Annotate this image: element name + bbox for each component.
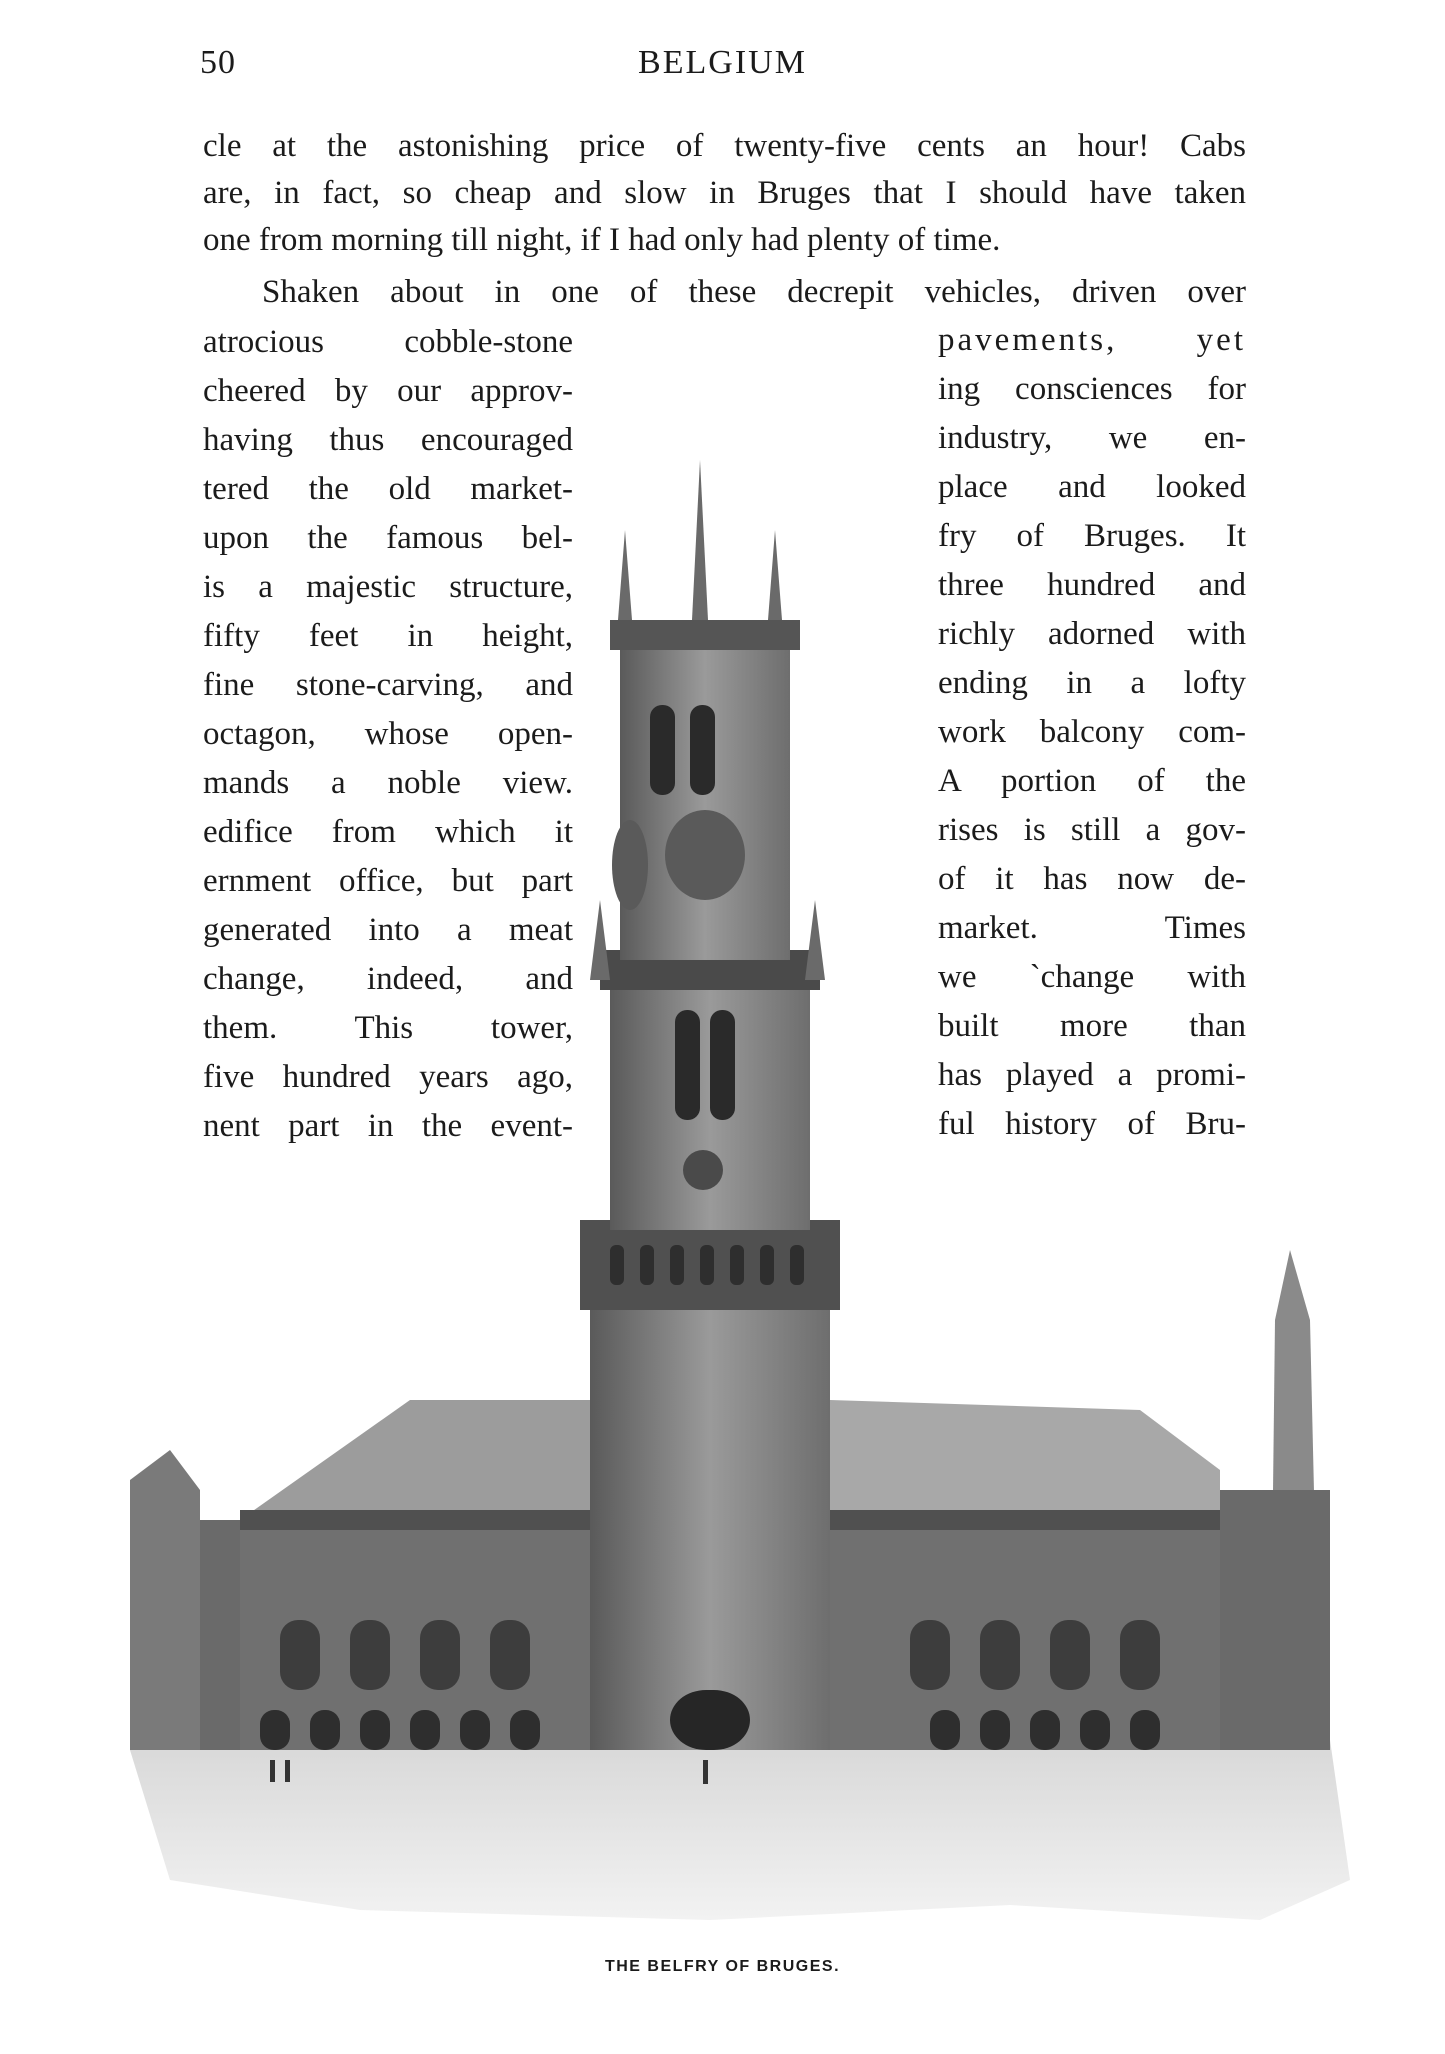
left-column-line: having thus encouraged [203, 422, 573, 458]
right-column-line: built more than [938, 1008, 1246, 1044]
right-column-line: ing consciences for [938, 371, 1246, 407]
right-column-line: three hundred and [938, 567, 1246, 603]
left-column-line: cheered by our approv- [203, 373, 573, 409]
left-column-line: tered the old market- [203, 471, 573, 507]
right-column-line: richly adorned with [938, 616, 1246, 652]
body-line: one from morning till night, if I had only had plenty of time. [203, 222, 1001, 258]
left-column-line: generated into a meat [203, 912, 573, 948]
body-line: are, in fact, so cheap and slow in Bruges that I should have taken [203, 175, 1246, 211]
right-column-line: of it has now de- [938, 861, 1246, 897]
right-column-line: has played a promi- [938, 1057, 1246, 1093]
left-column-line: mands a noble view. [203, 765, 573, 801]
left-column-line: is a majestic structure, [203, 569, 573, 605]
left-column-line: edifice from which it [203, 814, 573, 850]
right-column-line: work balcony com- [938, 714, 1246, 750]
left-column-line: atrocious cobble-stone [203, 324, 573, 360]
left-column-line: upon the famous bel- [203, 520, 573, 556]
left-column-line: five hundred years ago, [203, 1059, 573, 1095]
right-column-line: pavements, yet [938, 322, 1246, 358]
right-column-line: industry, we en- [938, 420, 1246, 456]
left-column-line: octagon, whose open- [203, 716, 573, 752]
left-column-line: change, indeed, and [203, 961, 573, 997]
running-head: BELGIUM [638, 44, 807, 81]
right-column-line: A portion of the [938, 763, 1246, 799]
page-number: 50 [200, 44, 236, 81]
right-column-line: ending in a lofty [938, 665, 1246, 701]
paragraph-start-line: Shaken about in one of these decrepit vehicles, driven over [262, 274, 1246, 310]
figure-caption: THE BELFRY OF BRUGES. [604, 1958, 841, 1975]
right-column-line: market. Times [938, 910, 1246, 946]
left-column-line: them. This tower, [203, 1010, 573, 1046]
left-column-line: nent part in the event- [203, 1108, 573, 1144]
right-column-line: ful history of Bru- [938, 1106, 1246, 1142]
left-column-line: ernment office, but part [203, 863, 573, 899]
right-column-line: rises is still a gov- [938, 812, 1246, 848]
right-column-line: fry of Bruges. It [938, 518, 1246, 554]
left-column-line: fifty feet in height, [203, 618, 573, 654]
right-column-line: place and looked [938, 469, 1246, 505]
left-column-line: fine stone-carving, and [203, 667, 573, 703]
right-column-line: we `change with [938, 959, 1246, 995]
body-line: cle at the astonishing price of twenty-five cents an hour! Cabs [203, 128, 1246, 164]
